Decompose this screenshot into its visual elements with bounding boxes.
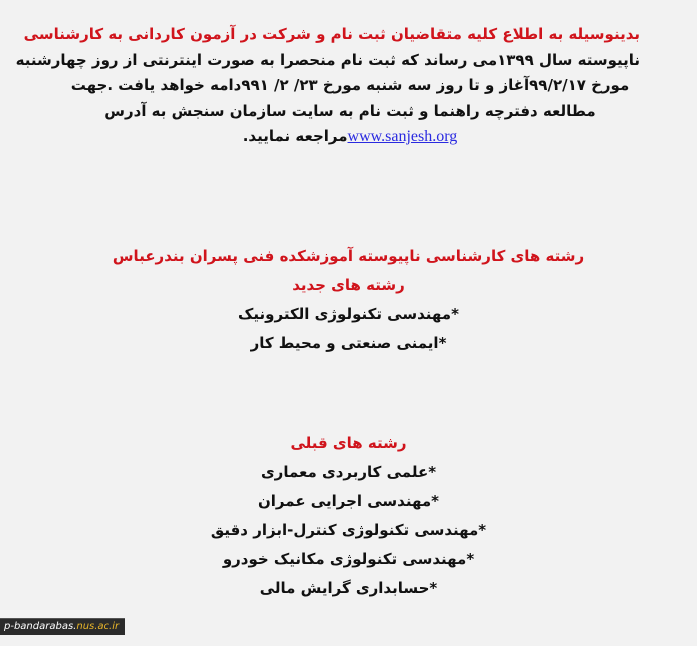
site-prefix: p-bandarabas.	[4, 621, 77, 632]
site-watermark-badge	[0, 618, 125, 635]
intro-line-5	[60, 124, 640, 150]
list-item: *علمی کاربردی معماری	[260, 463, 437, 481]
sanjesh-link[interactable]: www.sanjesh.org	[347, 128, 458, 145]
new-fields-section	[0, 242, 697, 358]
new-fields-subtitle: رشته های جدید	[292, 276, 405, 294]
list-item: *مهندسی تکنولوژی الکترونیک	[238, 305, 459, 323]
old-fields-subtitle: رشته های قبلی	[290, 434, 407, 452]
intro-line-4: مطالعه دفترچه راهنما و ثبت نام به سایت سازمان سنجش به آدرس	[104, 101, 596, 120]
list-item: *ایمنی صنعتی و محیط کار	[250, 334, 447, 352]
site-domain: nus.ac.ir	[76, 621, 120, 632]
list-item: *مهندسی تکنولوژی مکانیک خودرو	[222, 550, 475, 568]
list-item: *مهندسی اجرایی عمران	[257, 492, 439, 510]
old-fields-section	[0, 429, 697, 603]
intro-line-1: بدینوسیله به اطلاع کلیه متقاضیان ثبت نام و شرکت در آزمون کاردانی به کارشناسی	[23, 25, 640, 43]
intro-paragraph	[15, 22, 640, 150]
section-title: رشته های کارشناسی ناپیوسته آموزشکده فنی پسران بندرعباس	[112, 247, 585, 265]
intro-line-5-suffix: مراجعه نمایید.	[242, 127, 348, 145]
intro-line-2: ناپیوسته سال ۱۳۹۹می رساند که ثبت نام منحصرا به صورت اینترنتی از روز چهارشنبه	[15, 50, 640, 69]
list-item: *مهندسی تکنولوژی کنترل-ابزار دقیق	[210, 521, 487, 539]
list-item: *حسابداری گرایش مالی	[259, 579, 438, 597]
intro-line-3: مورخ ۹۹/۲/۱۷آغاز و تا روز سه شنبه مورخ ۲۳/ ۲/ ۹۹۱دامه خواهد یافت .جهت	[70, 76, 630, 94]
